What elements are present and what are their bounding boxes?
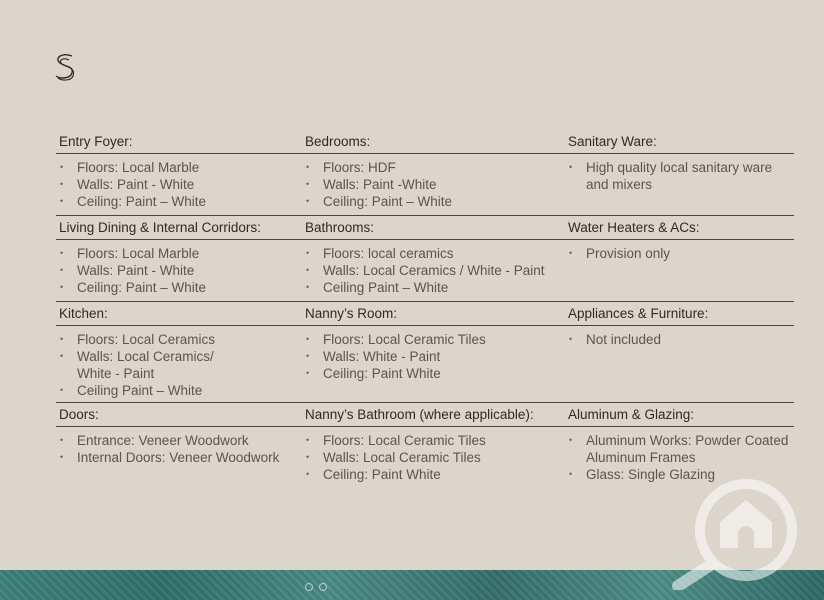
spec-list — [305, 432, 565, 483]
spec-list — [59, 159, 302, 210]
spec-item: • Aluminum Works: Powder Coated Aluminum Frames — [568, 432, 794, 466]
spec-item: • Floors: Local Marble — [59, 159, 302, 176]
spec-heading: Aluminum & Glazing: — [568, 406, 695, 422]
spec-item: • Walls: Paint - White — [59, 176, 302, 193]
spec-item: • Walls: Paint - White — [59, 262, 302, 279]
spec-item: • Floors: HDF — [305, 159, 565, 176]
spec-item: • Walls: White - Paint — [305, 348, 565, 365]
house-magnifier-watermark-icon — [668, 478, 808, 590]
spec-row — [56, 130, 794, 216]
spec-item: • Ceiling: Paint – White — [59, 193, 302, 210]
spec-heading: Appliances & Furniture: — [568, 305, 709, 321]
spec-list — [568, 245, 794, 262]
spec-item: • Ceiling: Paint – White — [59, 279, 302, 296]
spec-heading: Living Dining & Internal Corridors: — [59, 219, 261, 235]
spec-item: • Floors: local ceramics — [305, 245, 565, 262]
spec-row — [56, 216, 794, 302]
spec-item: • Floors: Local Marble — [59, 245, 302, 262]
spec-item: • Walls: Local Ceramic Tiles — [305, 449, 565, 466]
spec-heading: Bathrooms: — [305, 219, 375, 235]
spec-item: • Floors: Local Ceramic Tiles — [305, 432, 565, 449]
spec-heading: Kitchen: — [59, 305, 108, 321]
spec-list — [568, 159, 794, 193]
page-indicator — [305, 583, 327, 591]
spec-heading: Sanitary Ware: — [568, 133, 657, 149]
page-dot — [319, 583, 327, 591]
spec-list — [59, 432, 302, 466]
spec-item: • High quality local sanitary ware and mixers — [568, 159, 794, 193]
spec-item: • Walls: Local Ceramics / White - Paint — [305, 262, 565, 279]
spec-item: • Ceiling: Paint White — [305, 365, 565, 382]
spec-item: • Glass: Single Glazing — [568, 466, 794, 483]
spec-list — [59, 331, 229, 399]
spec-list — [568, 331, 794, 348]
spec-list — [305, 245, 565, 296]
spec-list — [305, 159, 565, 210]
spec-heading: Nanny’s Bathroom (where applicable): — [305, 406, 534, 422]
specification-table — [56, 130, 794, 493]
spec-item: • Walls: Paint -White — [305, 176, 565, 193]
spec-item: • Provision only — [568, 245, 794, 262]
spec-heading: Bedrooms: — [305, 133, 371, 149]
page-dot — [305, 583, 313, 591]
spec-list — [59, 245, 302, 296]
spec-heading: Entry Foyer: — [59, 133, 133, 149]
s-monogram-icon — [52, 52, 78, 82]
spec-item: • Ceiling Paint – White — [305, 279, 565, 296]
spec-item: • Ceiling Paint – White — [59, 382, 229, 399]
spec-item: • Not included — [568, 331, 794, 348]
spec-list — [305, 331, 565, 382]
spec-heading: Doors: — [59, 406, 99, 422]
spec-item: • Floors: Local Ceramic Tiles — [305, 331, 565, 348]
spec-heading: Water Heaters & ACs: — [568, 219, 700, 235]
spec-item: • Internal Doors: Veneer Woodwork — [59, 449, 302, 466]
spec-heading: Nanny’s Room: — [305, 305, 398, 321]
spec-item: • Floors: Local Ceramics — [59, 331, 229, 348]
spec-item: • Ceiling: Paint – White — [305, 193, 565, 210]
spec-item: • Ceiling: Paint White — [305, 466, 565, 483]
spec-row — [56, 302, 794, 403]
spec-item: • Entrance: Veneer Woodwork — [59, 432, 302, 449]
spec-item: • Walls: Local Ceramics/ White - Paint — [59, 348, 229, 382]
spec-list — [568, 432, 794, 483]
